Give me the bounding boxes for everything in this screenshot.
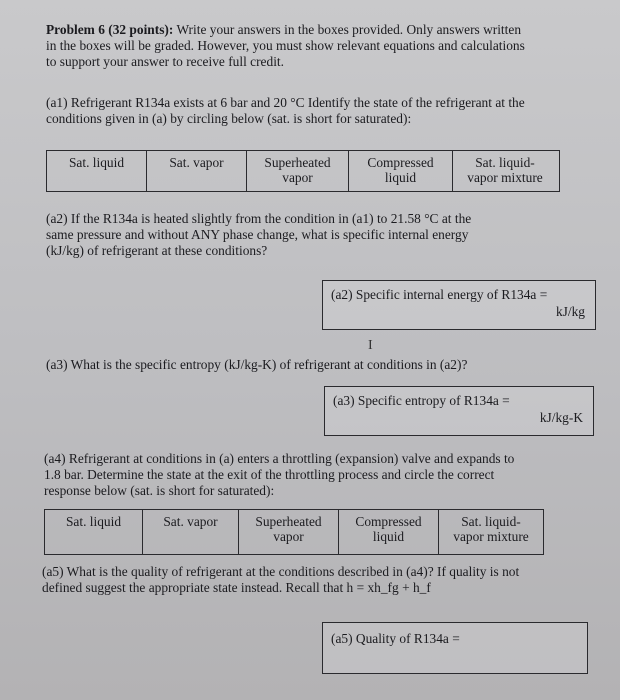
a4-option-superheated-vapor[interactable]: Superheated vapor <box>239 510 339 554</box>
a5-line-1: (a5) What is the quality of refrigerant at the conditions described in (a4)? If quality is not <box>42 564 520 579</box>
a2-question <box>46 211 566 259</box>
a1-option-sat-vapor[interactable]: Sat. vapor <box>147 151 247 191</box>
a3-answer-box[interactable] <box>324 386 594 436</box>
a2-line-2: same pressure and without ANY phase change, what is specific internal energy <box>46 227 469 242</box>
a3-box-label: (a3) Specific entropy of R134a = <box>333 393 510 408</box>
a1-line-2: conditions given in (a) by circling below (sat. is short for saturated): <box>46 111 412 126</box>
intro-line-3: to support your answer to receive full credit. <box>46 54 284 69</box>
a5-answer-box[interactable] <box>322 622 588 674</box>
problem-intro <box>46 22 586 70</box>
a1-option-sat-liquid[interactable]: Sat. liquid <box>47 151 147 191</box>
a4-line-2: 1.8 bar. Determine the state at the exit of the throttling process and circle the correct <box>44 467 495 482</box>
a4-options-row <box>44 509 544 555</box>
a4-option-sat-liquid[interactable]: Sat. liquid <box>45 510 143 554</box>
a3-question <box>46 357 566 373</box>
a5-question <box>42 564 602 596</box>
a1-option-compressed-liquid[interactable]: Compressed liquid <box>349 151 453 191</box>
a1-options-row <box>46 150 560 192</box>
a1-option-superheated-vapor[interactable]: Superheated vapor <box>247 151 349 191</box>
a2-line-3: (kJ/kg) of refrigerant at these conditions? <box>46 243 268 258</box>
a4-line-1: (a4) Refrigerant at conditions in (a) enters a throttling (expansion) valve and expands to <box>44 451 515 466</box>
a4-option-compressed-liquid[interactable]: Compressed liquid <box>339 510 439 554</box>
a4-line-3: response below (sat. is short for saturated): <box>44 483 275 498</box>
a5-line-2: defined suggest the appropriate state instead. Recall that h = xh_fg + h_f <box>42 580 431 595</box>
a2-line-1: (a2) If the R134a is heated slightly from the condition in (a1) to 21.58 °C at the <box>46 211 472 226</box>
a1-question <box>46 95 596 127</box>
a3-box-unit: kJ/kg-K <box>539 410 583 425</box>
a1-line-1: (a1) Refrigerant R134a exists at 6 bar and 20 °C Identify the state of the refrigerant at the <box>46 95 525 110</box>
a4-question <box>44 451 584 499</box>
text-cursor-icon: I <box>368 338 373 353</box>
intro-line-2: in the boxes will be graded. However, you must show relevant equations and calculations <box>46 38 525 53</box>
a3-line: (a3) What is the specific entropy (kJ/kg-K) of refrigerant at conditions in (a2)? <box>46 357 468 372</box>
problem-title: Problem 6 (32 points): <box>46 22 174 37</box>
intro-line-1: Write your answers in the boxes provided. Only answers written <box>176 22 522 37</box>
a4-option-sat-vapor[interactable]: Sat. vapor <box>143 510 239 554</box>
a2-answer-box[interactable] <box>322 280 596 330</box>
a5-box-label: (a5) Quality of R134a = <box>331 631 460 646</box>
a2-box-label: (a2) Specific internal energy of R134a = <box>331 287 548 302</box>
a2-box-unit: kJ/kg <box>555 304 585 319</box>
a4-option-sat-mixture[interactable]: Sat. liquid-vapor mixture <box>453 514 529 544</box>
a1-option-sat-mixture[interactable]: Sat. liquid-vapor mixture <box>467 155 543 185</box>
